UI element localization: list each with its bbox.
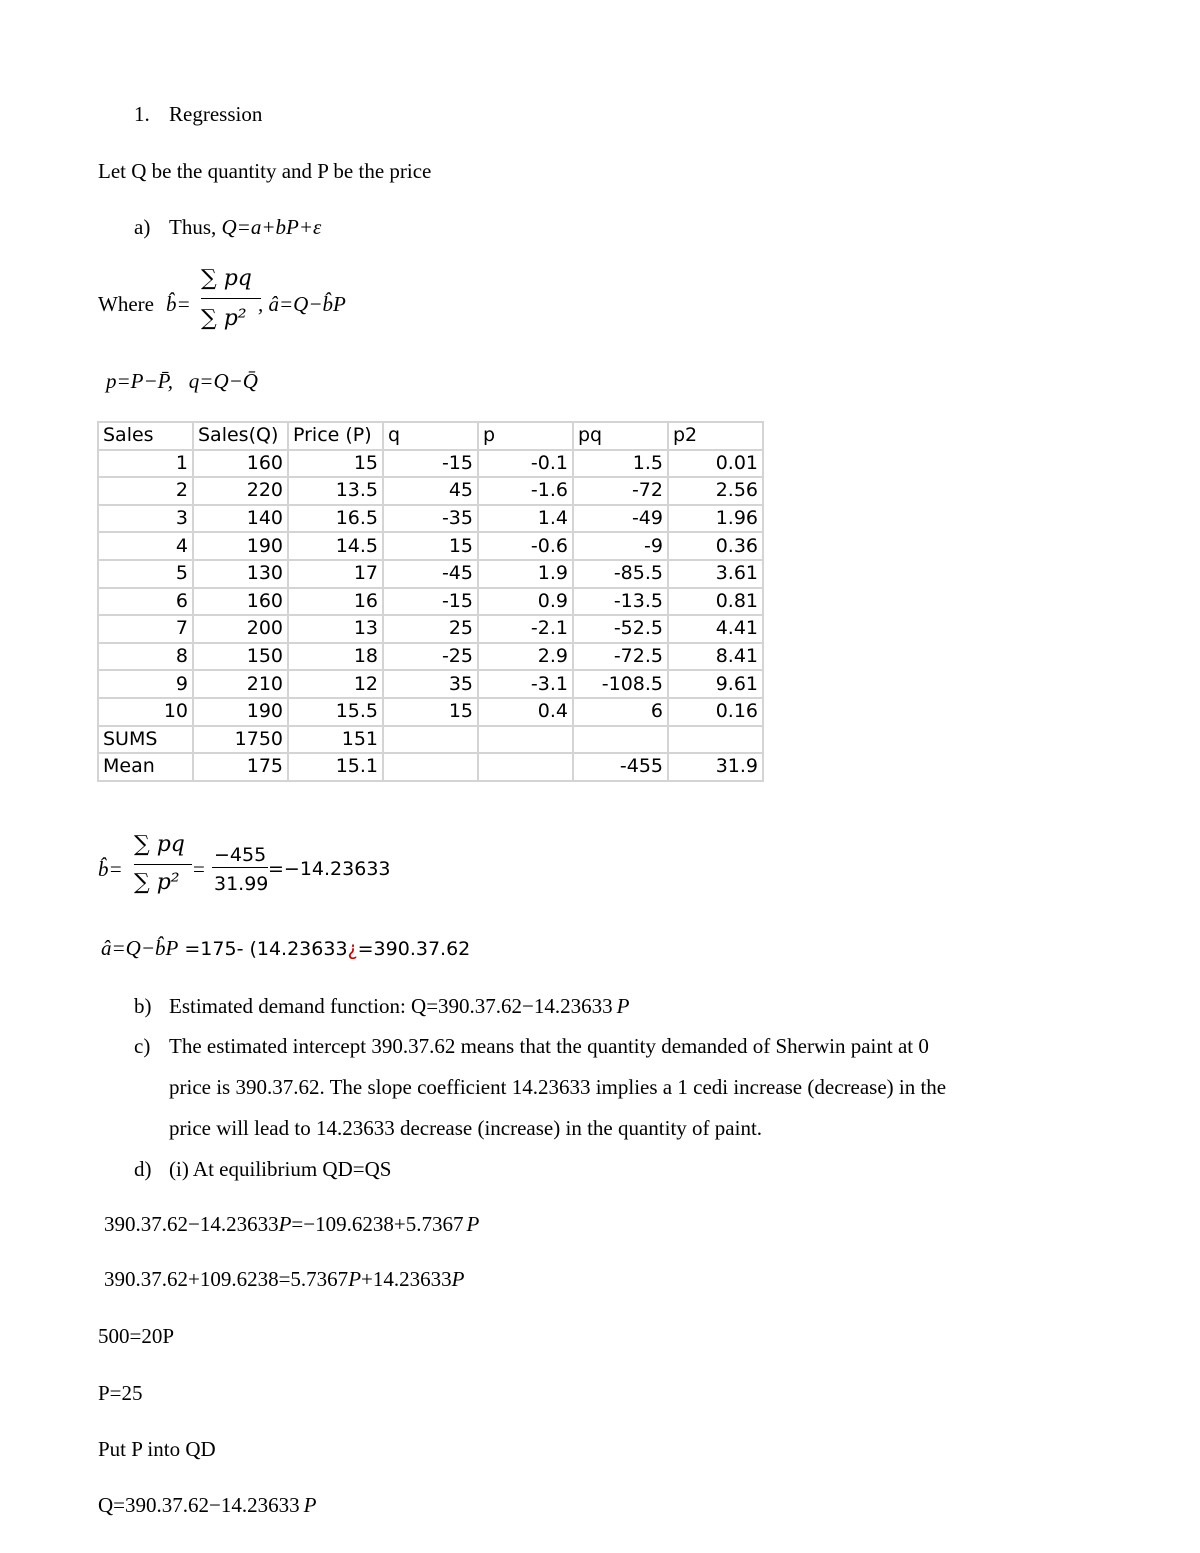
table-row (98, 450, 763, 478)
bhat-calc-num2: −455 (214, 844, 267, 866)
table-cell: 14.5 (288, 532, 383, 560)
table-cell: 3 (98, 505, 193, 533)
heading-title: Regression (169, 102, 263, 126)
table-cell: 130 (193, 560, 288, 588)
table-cell: 220 (193, 477, 288, 505)
item-c-line-2: price is 390.37.62. The slope coefficient 14.23633 implies a 1 cedi increase (decrease) in the (169, 1075, 947, 1099)
table-row (98, 560, 763, 588)
table-cell: 200 (193, 615, 288, 643)
bhat-calc-result: =−14.23633 (268, 858, 391, 880)
bhat-calc-eq: = (193, 857, 205, 881)
table-cell: 140 (193, 505, 288, 533)
table-cell: 5 (98, 560, 193, 588)
where-fraction-bar (201, 298, 261, 299)
ahat-calc: â=Q−b̂P =175- (14.23633¿=390.37.62 (101, 936, 471, 960)
table-cell: 2.56 (668, 477, 763, 505)
table-cell: Mean (98, 753, 193, 781)
table-cell: -0.1 (478, 450, 573, 478)
table-cell: 3.61 (668, 560, 763, 588)
table-cell: -49 (573, 505, 668, 533)
table-cell: q (383, 422, 478, 450)
item-b-label: b) (134, 994, 152, 1018)
where-ahat: , â=Q−b̂P (258, 292, 346, 316)
where-bhat-lhs: b̂= (166, 292, 191, 316)
table-cell (478, 753, 573, 781)
table-cell: 1.9 (478, 560, 573, 588)
table-cell: 18 (288, 643, 383, 671)
table-cell: 35 (383, 670, 478, 698)
where-numerator: ∑ pq (201, 266, 252, 291)
table-cell: 25 (383, 615, 478, 643)
table-cell: 0.4 (478, 698, 573, 726)
table-cell: Price (P) (288, 422, 383, 450)
table-cell: 190 (193, 698, 288, 726)
table-cell: -455 (573, 753, 668, 781)
table-cell: 4 (98, 532, 193, 560)
table-cell: -3.1 (478, 670, 573, 698)
table-cell (383, 726, 478, 754)
table-cell: 16.5 (288, 505, 383, 533)
table-cell: 16 (288, 588, 383, 616)
table-cell: -2.1 (478, 615, 573, 643)
table-cell: 4.41 (668, 615, 763, 643)
table-cell: -9 (573, 532, 668, 560)
heading-number: 1. (134, 102, 150, 126)
table-cell: 151 (288, 726, 383, 754)
table-cell: p (478, 422, 573, 450)
table-row (98, 477, 763, 505)
table-cell: -85.5 (573, 560, 668, 588)
table-header-row (98, 422, 763, 450)
table-cell: 45 (383, 477, 478, 505)
table-cell: 1.4 (478, 505, 573, 533)
table-cell: 1.5 (573, 450, 668, 478)
bhat-calc-den2: 31.99 (214, 873, 269, 895)
bhat-calc-numerator: ∑ pq (134, 832, 185, 857)
solve-line-2: P=25 (98, 1381, 143, 1405)
table-cell: -15 (383, 588, 478, 616)
equilibrium-eq-2: 390.37.62+109.6238=5.7367P+14.23633P (104, 1267, 465, 1291)
equilibrium-eq-1: 390.37.62−14.23633P=−109.6238+5.7367 P (104, 1212, 480, 1236)
table-cell: 6 (573, 698, 668, 726)
item-a-formula: Q=a+bP+ε (221, 215, 322, 239)
table-cell: 8.41 (668, 643, 763, 671)
bhat-calc-bar-1 (134, 864, 192, 865)
table-cell: 15.1 (288, 753, 383, 781)
table-cell: 160 (193, 588, 288, 616)
table-cell: 31.9 (668, 753, 763, 781)
table-cell: -108.5 (573, 670, 668, 698)
table-cell: 190 (193, 532, 288, 560)
solve-line-3: Put P into QD (98, 1437, 216, 1461)
table-row (98, 615, 763, 643)
ahat-calc-glyph: ¿ (347, 938, 358, 960)
table-cell: 9.61 (668, 670, 763, 698)
table-cell: 2 (98, 477, 193, 505)
item-c-line-3: price will lead to 14.23633 decrease (increase) in the quantity of paint. (169, 1116, 763, 1140)
bhat-calc-lhs: b̂= (98, 857, 123, 881)
table-row (98, 670, 763, 698)
table-cell: 0.81 (668, 588, 763, 616)
item-d-label: d) (134, 1157, 152, 1181)
table-cell: 0.01 (668, 450, 763, 478)
table-cell: -52.5 (573, 615, 668, 643)
table-cell: 2.9 (478, 643, 573, 671)
table-cell: -0.6 (478, 532, 573, 560)
table-cell: 15 (383, 532, 478, 560)
table-cell: 1750 (193, 726, 288, 754)
bhat-calc-denominator: ∑ p² (134, 870, 180, 895)
table-cell: 13.5 (288, 477, 383, 505)
table-row (98, 532, 763, 560)
deviation-definitions: p=P−P̄, q=Q−Q̄ (106, 369, 258, 393)
table-cell: p2 (668, 422, 763, 450)
table-cell: 0.36 (668, 532, 763, 560)
table-cell: 150 (193, 643, 288, 671)
table-cell (573, 726, 668, 754)
table-cell: 1 (98, 450, 193, 478)
table-row (98, 698, 763, 726)
table-cell: -25 (383, 643, 478, 671)
solve-line-1: 500=20P (98, 1324, 175, 1348)
table-mean-row (98, 753, 763, 781)
table-cell: 13 (288, 615, 383, 643)
regression-table (97, 421, 764, 782)
table-row (98, 588, 763, 616)
table-cell: 15 (383, 698, 478, 726)
table-cell (478, 726, 573, 754)
table-cell: 12 (288, 670, 383, 698)
table-cell: 10 (98, 698, 193, 726)
where-denominator: ∑ p² (201, 306, 247, 331)
table-cell: -35 (383, 505, 478, 533)
table-cell: -72.5 (573, 643, 668, 671)
table-row (98, 505, 763, 533)
table-cell: 15 (288, 450, 383, 478)
where-word: Where (98, 292, 154, 316)
intro-text: Let Q be the quantity and P be the price (98, 159, 432, 183)
table-cell: -15 (383, 450, 478, 478)
table-cell (668, 726, 763, 754)
item-a-label: a) (134, 215, 151, 239)
table-cell: -45 (383, 560, 478, 588)
item-c-line-1: The estimated intercept 390.37.62 means that the quantity demanded of Sherwin paint at 0 (169, 1034, 929, 1058)
table-cell: 160 (193, 450, 288, 478)
table-row (98, 643, 763, 671)
table-cell: 175 (193, 753, 288, 781)
table-cell: 6 (98, 588, 193, 616)
table-cell: SUMS (98, 726, 193, 754)
bhat-calc-bar-2 (212, 867, 268, 868)
item-a-text: Thus, Q=a+bP+ε (169, 215, 322, 239)
table-cell: 9 (98, 670, 193, 698)
table-cell: 0.16 (668, 698, 763, 726)
item-b-text: Estimated demand function: Q=390.37.62−14.23633 P (169, 994, 630, 1018)
item-c-label: c) (134, 1034, 151, 1058)
table-cell: -1.6 (478, 477, 573, 505)
table-sums-row (98, 726, 763, 754)
table-cell: 7 (98, 615, 193, 643)
table-cell: 17 (288, 560, 383, 588)
table-cell: 0.9 (478, 588, 573, 616)
table-cell: 1.96 (668, 505, 763, 533)
table-cell: -72 (573, 477, 668, 505)
table-cell: Sales(Q) (193, 422, 288, 450)
table-cell: 8 (98, 643, 193, 671)
final-demand-eq: Q=390.37.62−14.23633 P (98, 1493, 317, 1517)
table-cell: pq (573, 422, 668, 450)
table-cell (383, 753, 478, 781)
item-d-text: (i) At equilibrium QD=QS (169, 1157, 392, 1181)
table-cell: 210 (193, 670, 288, 698)
table-cell: -13.5 (573, 588, 668, 616)
table-cell: 15.5 (288, 698, 383, 726)
table-cell: Sales (98, 422, 193, 450)
